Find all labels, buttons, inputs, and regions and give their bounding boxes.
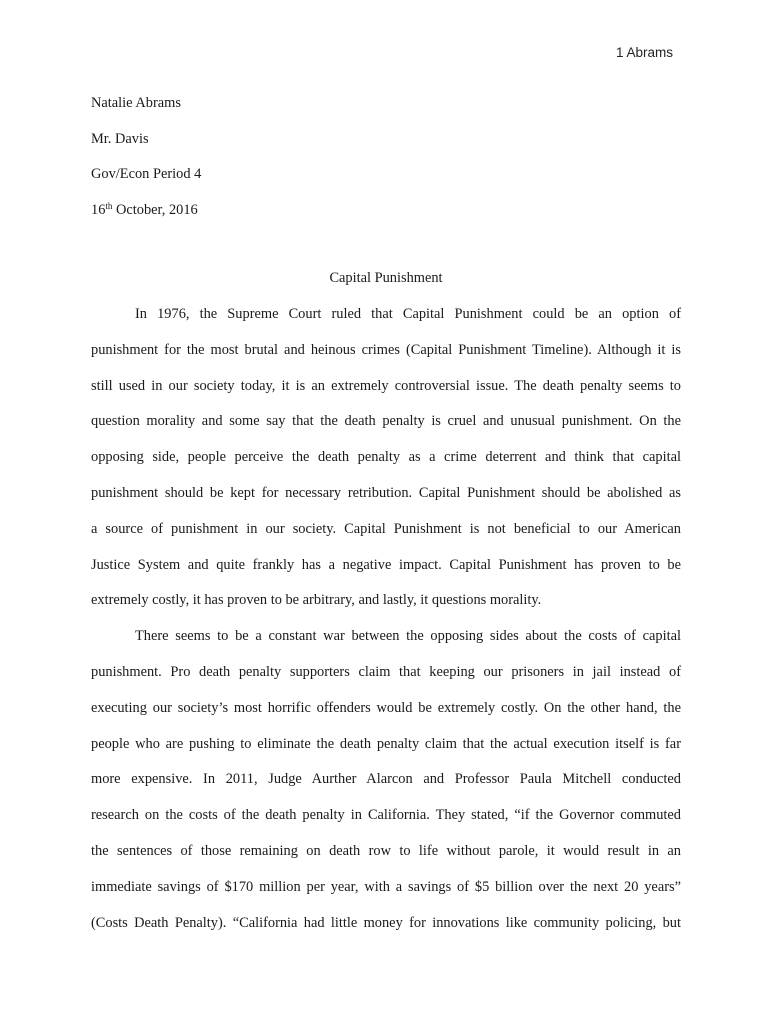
text-line: research on the costs of the death penalty in California. They stated, “if the Governor commuted [91,807,681,824]
text-line: (Costs Death Penalty). “California had little money for innovations like community policing, but [91,914,681,931]
text-line: executing our society’s most horrific offenders would be extremely costly. On the other hand, the [91,699,681,716]
text-line: a source of punishment in our society. Capital Punishment is not beneficial to our American [91,520,681,537]
text-line: more expensive. In 2011, Judge Aurther Alarcon and Professor Paula Mitchell conducted [91,771,681,788]
date-month-year: October, 2016 [112,201,198,218]
mla-heading [91,92,681,234]
author-name: Natalie Abrams [91,95,181,111]
course-name: Gov/Econ Period 4 [91,166,202,182]
teacher-name: Mr. Davis [91,130,149,147]
text-line: still used in our society today, it is an extremely controversial issue. The death penalty seems to [91,377,681,394]
text-line: In 1976, the Supreme Court ruled that Capital Punishment could be an option of [135,306,681,322]
text-line: question morality and some say that the death penalty is cruel and unusual punishment. On the [91,413,681,430]
text-line: Justice System and quite frankly has a negative impact. Capital Punishment has proven to be [91,556,681,573]
text-line: punishment for the most brutal and heinous crimes (Capital Punishment Timeline). Although it is [91,341,681,358]
date-day: 16 [91,201,106,218]
text-line: the sentences of those remaining on death row to life without parole, it would result in an [91,842,681,859]
text-line: punishment. Pro death penalty supporters claim that keeping our prisoners in jail instead of [91,663,681,680]
date-suffix: th [105,200,113,211]
text-line: punishment should be kept for necessary retribution. Capital Punishment should be abolished as [91,484,681,501]
text-line: opposing side, people perceive the death penalty as a crime deterrent and think that capital [91,449,681,466]
text-line: people who are pushing to eliminate the death penalty claim that the actual execution itself is far [91,735,681,752]
paragraph-1 [91,303,681,625]
text-line: There seems to be a constant war between the opposing sides about the costs of capital [135,628,681,645]
essay-title: Capital Punishment [329,270,443,286]
date-line [91,199,681,235]
essay-body [91,303,681,947]
page-header: 1 Abrams [615,45,673,60]
paragraph-2 [91,625,681,947]
text-line: extremely costly, it has proven to be arbitrary, and lastly, it questions morality. [91,592,542,609]
text-line: immediate savings of $170 million per year, with a savings of $5 billion over the next 20 years” [91,878,681,895]
